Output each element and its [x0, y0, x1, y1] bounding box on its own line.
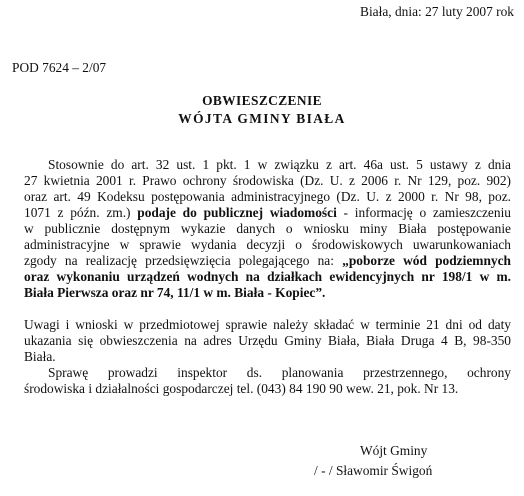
paragraph-3-line: Sprawę prowadzi inspektor ds. planowania przestrzennego, ochrony [48, 365, 511, 380]
paragraph-1-line: w publicznie dostępnym wykazie danych o wniosku miny Biała postępowanie [24, 221, 511, 236]
paragraph-2-line: Uwagi i wnioski w przedmiotowej sprawie należy składać w terminie 21 dni od daty [24, 317, 511, 332]
paragraph-2-line: Biała. [24, 349, 56, 364]
signature-role: Wójt Gminy [360, 443, 428, 458]
paragraph-1-line [24, 269, 511, 285]
project-description: Biała Pierwsza oraz nr 74, 11/1 w m. Biała - Kopiec”. [24, 285, 326, 300]
paragraph-1-line [24, 253, 511, 269]
document-title: OBWIESZCZENIE [202, 93, 322, 108]
document-date: Biała, dnia: 27 luty 2007 rok [360, 4, 514, 19]
signature-name: / - / Sławomir Świgoń [314, 463, 433, 478]
paragraph-1-line: Stosownie do art. 32 ust. 1 pkt. 1 w związku z art. 46a ust. 5 ustawy z dnia [48, 157, 511, 172]
project-description: oraz wykonaniu urządzeń wodnych na działkach ewidencyjnych nr 198/1 w m. [24, 269, 511, 284]
paragraph-1-text: 1071 z późn. zm.) [24, 205, 138, 220]
paragraph-1-text: zgody na realizację przedsięwzięcia polegającego na: [24, 253, 343, 268]
paragraph-1-line [24, 285, 511, 301]
paragraph-3-line: środowiska i działalności gospodarczej tel. (043) 84 190 90 wew. 21, pok. Nr 13. [24, 381, 459, 396]
paragraph-gap [24, 301, 511, 317]
document-body [24, 157, 511, 397]
paragraph-1-text: - informację o zamieszczeniu [336, 205, 511, 220]
project-description: „poborze wód podziemnych [342, 253, 511, 268]
paragraph-1-line [24, 205, 511, 221]
announcement-phrase: podaje do publicznej wiadomości [137, 205, 337, 220]
paragraph-2-line: ukazania się obwieszczenia na adres Urzędu Gminy Biała, Biała Druga 4 B, 98-350 [24, 333, 511, 348]
document-subtitle: WÓJTA GMINY BIAŁA [178, 111, 346, 126]
paragraph-1-line: administracyjne w sprawie wydania decyzji o środowiskowych uwarunkowaniach [24, 237, 511, 252]
paragraph-1-line: 27 kwietnia 2001 r. Prawo ochrony środowiska (Dz. U. z 2006 r. Nr 129, poz. 902) [24, 173, 511, 188]
paragraph-1-line: oraz art. 49 Kodeksu postępowania administracyjnego (Dz. U. z 2000 r. Nr 98, poz. [24, 189, 511, 204]
reference-number: POD 7624 – 2/07 [12, 60, 107, 75]
